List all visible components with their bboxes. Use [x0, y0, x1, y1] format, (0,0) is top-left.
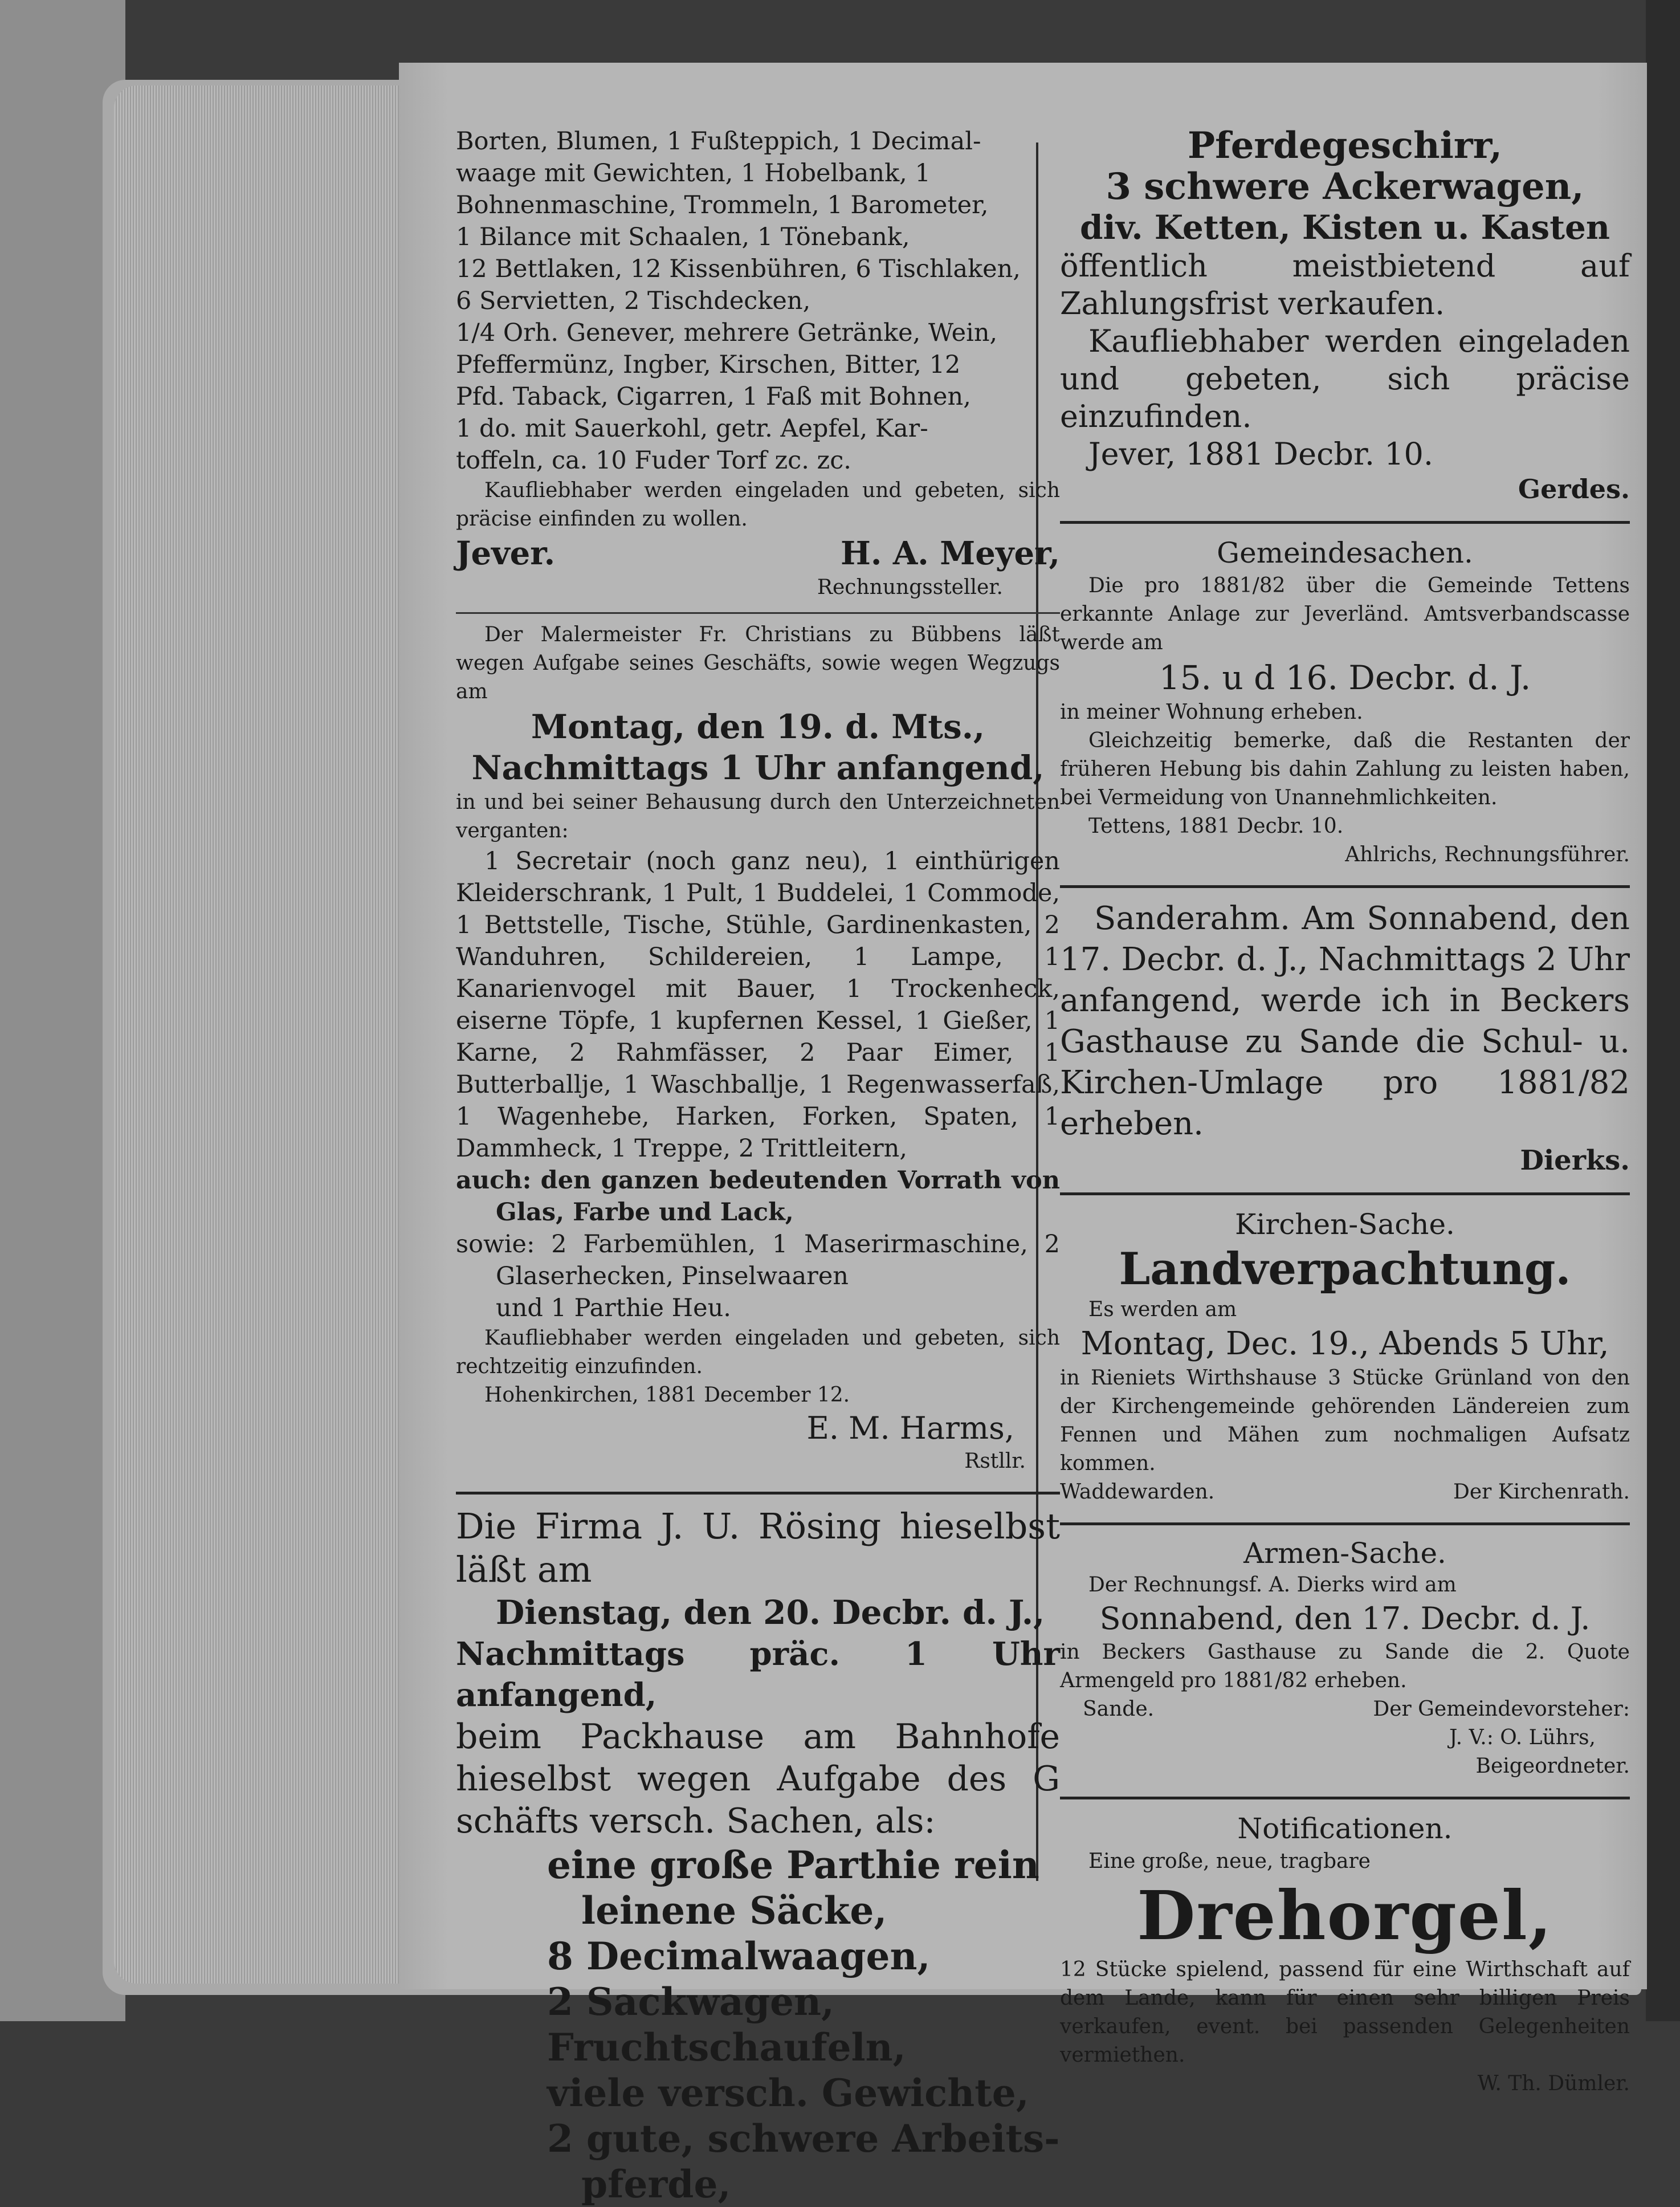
- meyer-advert: [456, 125, 1060, 602]
- sanderahm-notice: [1060, 898, 1630, 1176]
- ad-also: [456, 1164, 1060, 1228]
- ad-signer: E. M. Harms,: [806, 1410, 1014, 1446]
- ad-also-text: den ganzen bedeutenden Vorrath von Glas, Farbe und Lack,: [496, 1166, 1061, 1227]
- notice-signer: Ahlrichs, Rechnungsführer.: [1345, 843, 1630, 866]
- ad-line: 1 do. mit Sauerkohl, getr. Aepfel, Kar-: [456, 414, 928, 443]
- ad-item: 2 gute, schwere Arbeits-: [547, 2116, 1060, 2161]
- ad-date: Dienstag, den 20. Decbr. d. J.,: [496, 1593, 1045, 1632]
- ad-aswell: [456, 1228, 1060, 1292]
- notice-intro: Der Rechnungsf. A. Dierks wird am: [1088, 1573, 1457, 1597]
- notice-note: Gleichzeitig bemerke, daß die Restanten der früheren Hebung bis dahin Zahlung zu leisten haben, bei Vermeidung von Unannehmlichkeiten.: [1060, 729, 1630, 809]
- notice-title: Drehorgel,: [1137, 1876, 1553, 1955]
- ad-signer-title: Rstllr.: [964, 1449, 1026, 1473]
- notice-signer: Dierks.: [1520, 1145, 1630, 1176]
- ad-line: Borten, Blumen, 1 Fußteppich, 1 Decimal-: [456, 127, 981, 156]
- separator-rule: [1060, 1797, 1630, 1799]
- ad-intro: Der Malermeister Fr. Christians zu Bübbens läßt wegen Aufgabe seines Geschäfts, sowie wegen Wegzugs am: [456, 623, 1060, 703]
- ad-closing: Kaufliebhaber werden eingeladen und gebeten, sich präcise einzufinden.: [1060, 323, 1630, 434]
- ad-closing: Kaufliebhaber werden eingeladen und gebeten, sich präcise einfinden zu wollen.: [456, 479, 1060, 531]
- separator-rule: [456, 1492, 1060, 1495]
- ad-intro: Die Firma J. U. Rösing hieselbst läßt am: [456, 1505, 1060, 1590]
- ad-signature: [456, 534, 1060, 573]
- ad-item: 8 Decimalwaagen,: [547, 1934, 931, 1978]
- ad-line: 6 Servietten, 2 Tischdecken,: [456, 287, 811, 315]
- notice-heading: Kirchen-Sache.: [1235, 1208, 1455, 1241]
- notice-body: Die pro 1881/82 über die Gemeinde Tettens erkannte Anlage zur Jeverländ. Amtsverbandscasse werde am: [1060, 574, 1630, 654]
- ad-line: Pferdegeschirr,: [1188, 124, 1502, 167]
- ad-place-date: Hohenkirchen, 1881 December 12.: [484, 1383, 850, 1407]
- ad-date: Montag, den 19. d. Mts.,: [531, 707, 985, 746]
- ad-line: Pfd. Taback, Cigarren, 1 Faß mit Bohnen,: [456, 382, 971, 411]
- notifications-section: [1060, 1810, 1630, 2098]
- ad-also-label: auch:: [456, 1166, 532, 1195]
- notice-place: Sande.: [1083, 1697, 1155, 1721]
- gemeinde-notice: [1060, 534, 1630, 869]
- ad-aswell-text: 2 Farbemühlen, 1 Maserirmaschine, 2 Glaserhecken, Pinselwaaren: [496, 1230, 1060, 1290]
- ad-item: viele versch. Gewichte,: [547, 2071, 1029, 2115]
- ad-line: 12 Bettlaken, 12 Kissenbühren, 6 Tischlaken,: [456, 255, 1021, 283]
- ad-line: 1 Bilance mit Schaalen, 1 Tönebank,: [456, 223, 910, 251]
- notice-signer-title: Beigeordneter.: [1475, 1754, 1630, 1778]
- notice-intro: Es werden am: [1088, 1298, 1237, 1321]
- separator-rule: [1060, 1522, 1630, 1525]
- notice-signature: [1060, 1478, 1630, 1506]
- notice-date: Montag, Dec. 19., Abends 5 Uhr,: [1080, 1325, 1609, 1362]
- left-column: [456, 125, 1060, 2207]
- ad-item: pferde,: [581, 2162, 731, 2206]
- notice-signer: Der Kirchenrath.: [1453, 1480, 1630, 1504]
- ad-item: eine große Parthie rein: [547, 1843, 1039, 1887]
- notice-signer-label: Der Gemeindevorsteher:: [1373, 1697, 1630, 1721]
- notice-signer: W. Th. Dümler.: [1477, 2072, 1630, 2095]
- ad-location: in und bei seiner Behausung durch den Unterzeichneten verganten:: [456, 791, 1060, 842]
- ad-signer: Gerdes.: [1518, 474, 1630, 504]
- scan-background-right: [1646, 0, 1680, 2021]
- page-edges: [114, 85, 410, 1984]
- separator-rule: [1060, 885, 1630, 888]
- ad-aswell-label: sowie:: [456, 1230, 535, 1259]
- roesing-advert: [456, 1505, 1060, 2207]
- separator-rule: [456, 612, 1060, 614]
- ad-body: beim Packhause am Bahnhofe hieselbst wegen Aufgabe des G schäfts versch. Sachen, als:: [456, 1717, 1060, 1841]
- ad-items: 1 Secretair (noch ganz neu), 1 einthürigen Kleiderschrank, 1 Pult, 1 Buddelei, 1 Commode, 1 Bettstelle, Tische, Stühle, Gardinenkasten, 2 Wanduhren, Schildereien, 1 Lampe, 1 Kanarienvogel mit Bauer, 1 Trockenheck, eiserne Töpfe, 1 kupfernen Kessel, 1 Gießer, 1 Karne, 2 Rahmfässer, 2 Paar Eimer, 1 Butterballje, 1 Waschballje, 1 Regenwasserfaß, 1 Wagenhebe, Harken, Forken, Spaten, 1 Dammheck, 1 Treppe, 2 Trittleitern,: [456, 847, 1060, 1163]
- ad-place-date: Jever, 1881 Decbr. 10.: [1088, 436, 1434, 472]
- ad-line: Bohnenmaschine, Trommeln, 1 Barometer,: [456, 191, 989, 219]
- ad-item: 2 Sackwagen,: [547, 1980, 834, 2024]
- notice-signature: [1060, 1695, 1630, 1724]
- separator-rule: [1060, 1192, 1630, 1195]
- notice-body: Sanderahm. Am Sonnabend, den 17. Decbr. d. J., Nachmittags 2 Uhr anfangend, werde ich in Beckers Gasthause zu Sande die Schul- u. Kirchen-Umlage pro 1881/82 erheben.: [1060, 900, 1630, 1142]
- ad-signer-title: Rechnungssteller.: [817, 576, 1003, 599]
- notice-body: 12 Stücke spielend, passend für eine Wirthschaft auf dem Lande, kann für einen sehr billigen Preis verkaufen, event. bei passenden Gelegenheiten vermiethen.: [1060, 1958, 1630, 2067]
- notice-heading: Notificationen.: [1237, 1812, 1453, 1845]
- notice-place: Waddewarden.: [1060, 1480, 1215, 1504]
- notice-body: in Beckers Gasthause zu Sande die 2. Quote Armengeld pro 1881/82 erheben.: [1060, 1640, 1630, 1692]
- ad-line: 3 schwere Ackerwagen,: [1106, 165, 1584, 208]
- separator-rule: [1060, 521, 1630, 524]
- notice-signer: J. V.: O. Lührs,: [1449, 1726, 1596, 1749]
- ad-line: toffeln, ca. 10 Fuder Torf zc. zc.: [456, 446, 851, 475]
- notice-date: Sonnabend, den 17. Decbr. d. J.: [1099, 1601, 1591, 1636]
- notice-place: in meiner Wohnung erheben.: [1060, 701, 1363, 724]
- ad-item: leinene Säcke,: [581, 1888, 887, 1933]
- ad-place: Jever.: [456, 535, 556, 572]
- notice-body: in Rieniets Wirthshause 3 Stücke Grünland von den der Kirchengemeinde gehörenden Ländereien zum Fennen und Mähen zum nochmaligen Aufsatz kommen.: [1060, 1366, 1630, 1475]
- ad-line: 1/4 Orh. Genever, mehrere Getränke, Wein,: [456, 319, 998, 347]
- notice-heading: Gemeindesachen.: [1217, 536, 1473, 569]
- ad-signer: H. A. Meyer,: [840, 535, 1060, 572]
- ad-item-list: [456, 1842, 1060, 2207]
- gerdes-advert: [1060, 125, 1630, 505]
- ad-item: Fruchtschaufeln,: [547, 2025, 906, 2070]
- harms-advert: [456, 621, 1060, 1476]
- ad-closing: Kaufliebhaber werden eingeladen und gebeten, sich rechtzeitig einzufinden.: [456, 1326, 1060, 1378]
- armen-notice: [1060, 1536, 1630, 1781]
- ad-line: div. Ketten, Kisten u. Kasten: [1079, 208, 1610, 247]
- ad-aswell-text2: und 1 Parthie Heu.: [496, 1294, 731, 1322]
- ad-time: Nachmittags 1 Uhr anfangend,: [471, 748, 1045, 787]
- notice-title: Landverpachtung.: [1119, 1243, 1571, 1295]
- notice-place-date: Tettens, 1881 Decbr. 10.: [1088, 815, 1344, 838]
- ad-line: Pfeffermünz, Ingber, Kirschen, Bitter, 12: [456, 351, 961, 379]
- right-column: [1060, 125, 1630, 2098]
- notice-heading: Armen-Sache.: [1243, 1537, 1446, 1570]
- ad-body: öffentlich meistbietend auf Zahlungsfrist verkaufen.: [1060, 248, 1630, 321]
- ad-time: Nachmittags präc. 1 Uhr anfangend,: [456, 1635, 1060, 1714]
- notice-intro: Eine große, neue, tragbare: [1088, 1850, 1371, 1873]
- newspaper-page: [399, 63, 1647, 2206]
- kirchen-notice: [1060, 1206, 1630, 1506]
- notice-date: 15. u d 16. Decbr. d. J.: [1159, 658, 1531, 697]
- ad-line: waage mit Gewichten, 1 Hobelbank, 1: [456, 159, 931, 188]
